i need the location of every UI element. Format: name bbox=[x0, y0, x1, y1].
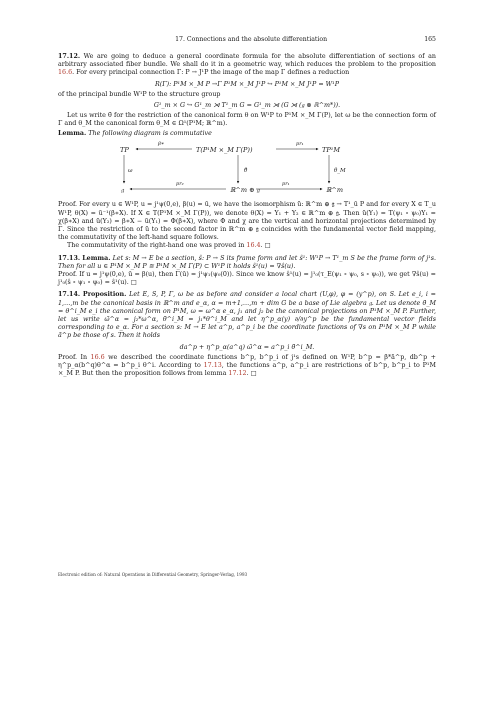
ref-link[interactable]: 16.4 bbox=[246, 242, 261, 250]
label-theta-m: θ_M bbox=[334, 168, 346, 175]
running-header bbox=[58, 36, 436, 43]
label-pr1-top: pr₁ bbox=[296, 141, 304, 148]
diagram-svg bbox=[58, 140, 436, 198]
section-17-14: 17.14. Proposition. Let E, S, P, Γ, ω be as before and consider a local chart (U,φ), φ = (y^p), on S. Let e_i, i = 1,…,m be the canonical basis in ℝ^m and e_α, α = m+1,…,m + dim G be a base of Lie algebra 𝔤. Let us denote θ̄_M = θ^i_M e_i the canonical form on P¹M, ω = ω^α e_α, j₁ and j₂ be the canonical projections on P¹M ×_M P. Further, let us write ω̃^α = j₂*ω^α, θ̄^i_M = j₁*θ^i_M and let η^p_α(y) ∂/∂y^p be the fundamental vector fields corresponding to e_α. For a section s: M → E let a^p, a^p_i be the coordinate functions of ∇s on P¹M ×_M P while ã^p be those of s. Then it holds bbox=[58, 291, 436, 340]
proof-17-14: Proof. In 16.6 we described the coordinate functions b^p, b^p_i of j¹s defined on W¹P, b^p = β*ã^p, db^p + η^p_α(b^q)θ^α = b^p_i θ^i. According to 17.13, the functions a^p, a^p_i are restrictions of b^p, b^p_i to P¹M ×_M P. But then the proposition follows from lemma 17.12. □ bbox=[58, 353, 436, 378]
proof-17-13: Proof. If u = j¹ψ(0,e), ū = β(u), then Γ(ū) = j¹ψ₁(ψ₀(0)). Since we know ŝ¹(u) = j¹₀(τ_E(ψ₁ ∘ ψ₀, s ∘ ψ₀)), we get ∇ŝ(u) = j¹₀(ŝ ∘ ψ₁ ∘ ψ₀) = ŝ¹(u). □ bbox=[58, 271, 436, 287]
paragraph: of the principal bundle W¹P to the structure group bbox=[58, 90, 221, 98]
equation-reduction: R(Γ): P¹M ×_M P →Γ P¹M ×_M J¹P ↪ P¹M ×_M J¹P = W¹P bbox=[154, 80, 339, 88]
ref-link[interactable]: 17.12 bbox=[228, 370, 247, 378]
footer-note: Electronic edition of: Natural Operations in Differential Geometry, Springer-Verlag, 1993 bbox=[58, 572, 248, 577]
equation-proposition: da^p + η^p_α(a^q) ω̃^α = a^p_i θ̄^i_M. bbox=[179, 343, 315, 351]
node-rm: ℝ^m bbox=[326, 186, 344, 195]
commutative-diagram bbox=[58, 140, 436, 198]
lemma-statement: Lemma. The following diagram is commutative bbox=[58, 130, 212, 138]
ref-link[interactable]: 17.13 bbox=[203, 361, 222, 369]
node-rm-plus-g: ℝ^m ⊕ 𝔤 bbox=[230, 186, 260, 195]
ref-link[interactable]: 16.6 bbox=[58, 69, 73, 77]
paragraph: The commutativity of the right-hand one was proved in 16.4. □ bbox=[67, 242, 271, 250]
section-number: 17.12. bbox=[58, 53, 81, 60]
node-tp1m: TP¹M bbox=[322, 146, 340, 155]
section-17-12: 17.12. We are going to deduce a general coordinate formula for the absolute differentiation of sections of an arbitrary associated fiber bundle. We shall do it in a geometric way, which reduces the problem to the proposition 16.6. For every principal connection Γ: P → J¹P the image of the map Γ defines a reduction bbox=[58, 53, 436, 77]
lemma-proof: Proof. For every u ∈ W¹P, u = j¹ψ(0,e), β(u) = ū, we have the isomorphism ũ: ℝ^m ⊕ 𝔤 → T¹_ū P and for every X ∈ T_u W¹P, θ(X) = ũ⁻¹(β∗X). If X ∈ T(P¹M ×_M Γ(P)), we denote θ(X) = Y₁ + Y₂ ∈ ℝ^m ⊕ 𝔤. Then ũ(Y₁) = T(ψ₁ ∘ ψ₀)Y₁ = χ(β∗X) and ũ(Y₂) = β∗X − ũ(Y₁) = Φ(β∗X), where Φ and χ are the vertical and horizontal projections determined by Γ. Since the restriction of ũ to the second factor in ℝ^m ⊕ 𝔤 coincides with the fundamental vector field mapping, the commutativity of the left-hand square follows. bbox=[58, 201, 436, 242]
section-17-13: 17.13. Lemma. Let s: M → E be a section, ŝ: P → S its frame form and let ŝ¹: W¹P → T¹_m S be the frame form of j¹s. Then for all u ∈ P¹M ×_M P ≅ P¹M ×_M Γ(P) ⊂ W¹P it holds ŝ¹(u) = ∇ŝ(u). bbox=[58, 254, 436, 270]
section-number: 17.14. bbox=[58, 291, 81, 299]
paper-page bbox=[58, 36, 436, 378]
ref-link[interactable]: 16.6 bbox=[90, 353, 105, 361]
node-t-product: T(P¹M ×_M Γ(P)) bbox=[196, 146, 253, 155]
label-theta-bar: θ̄ bbox=[244, 168, 248, 175]
label-beta: β∗ bbox=[158, 141, 165, 148]
paragraph: Let us write θ̄ for the restriction of the canonical form θ on W¹P to P¹M ×_M Γ(P), let ω be the connection form of Γ and θ_M the canonical form θ_M ∈ Ω¹(P¹M; ℝ^m). bbox=[58, 111, 436, 128]
chapter-title: 17. Connections and the absolute differentiation bbox=[175, 36, 328, 43]
node-g: 𝔤 bbox=[121, 186, 124, 195]
node-tp: TP bbox=[120, 146, 129, 155]
label-pr1-bottom: pr₁ bbox=[282, 181, 290, 188]
equation-structure-group: G¹_m × G ↪ G¹_m ⋊ T¹_m G = G¹_m ⋊ (G ⋊ (𝔤 ⊗ ℝ^m*)). bbox=[153, 101, 341, 109]
page-number: 165 bbox=[424, 36, 436, 43]
section-number: 17.13. bbox=[58, 254, 81, 262]
label-pr2: pr₂ bbox=[176, 181, 184, 188]
label-omega: ω bbox=[128, 168, 133, 175]
